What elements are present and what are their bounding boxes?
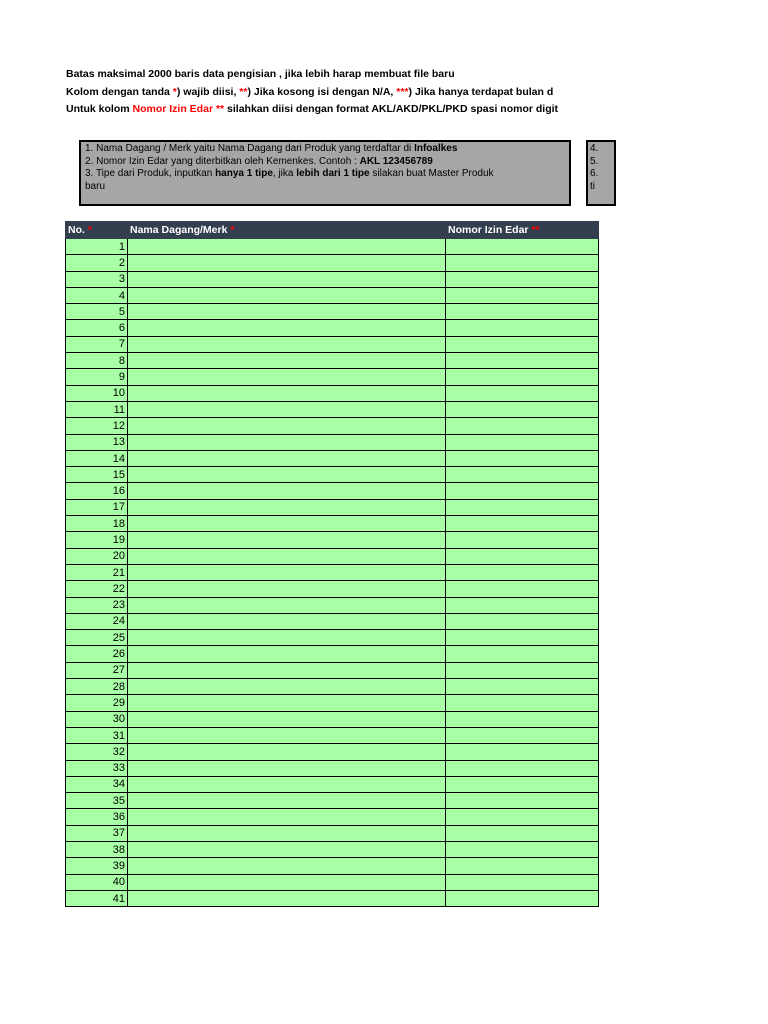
row-number-cell: 31 (66, 727, 128, 743)
nama-dagang-cell[interactable] (128, 793, 446, 809)
nomor-izin-edar-cell[interactable] (446, 369, 599, 385)
info-text: 2. Nomor Izin Edar yang diterbitkan oleh Kemenkes. Contoh : (85, 155, 360, 167)
table-row (66, 450, 599, 466)
row-number-cell: 24 (66, 613, 128, 629)
nomor-izin-edar-cell[interactable] (446, 646, 599, 662)
nomor-izin-edar-cell[interactable] (446, 564, 599, 580)
header-label: Nama Dagang/Merk (130, 224, 228, 236)
row-number-cell: 30 (66, 711, 128, 727)
table-row (66, 320, 599, 336)
nama-dagang-cell[interactable] (128, 744, 446, 760)
table-row (66, 597, 599, 613)
row-number-cell: 7 (66, 336, 128, 352)
nomor-izin-edar-cell[interactable] (446, 581, 599, 597)
info-line: 6. (590, 168, 599, 179)
row-number-cell: 14 (66, 450, 128, 466)
instructions (66, 66, 768, 119)
row-number-cell: 22 (66, 581, 128, 597)
row-number-cell: 32 (66, 744, 128, 760)
row-number-cell: 36 (66, 809, 128, 825)
row-number-cell: 37 (66, 825, 128, 841)
nomor-izin-edar-cell[interactable] (446, 890, 599, 906)
table-row (66, 385, 599, 401)
nama-dagang-cell[interactable] (128, 841, 446, 857)
info-line-4: baru (85, 180, 106, 192)
table-row (66, 353, 599, 369)
table-row (66, 613, 599, 629)
table-row (66, 336, 599, 352)
nomor-izin-edar-cell[interactable] (446, 809, 599, 825)
nama-dagang-cell[interactable] (128, 630, 446, 646)
note-text: ) Jika hanya terdapat bulan d (408, 85, 554, 98)
row-number-cell: 10 (66, 385, 128, 401)
header-label: No. (68, 224, 85, 236)
note-text: Kolom dengan tanda (66, 85, 173, 98)
row-number-cell: 9 (66, 369, 128, 385)
row-number-cell: 39 (66, 858, 128, 874)
info-text: , jika (272, 168, 297, 179)
info-bold: AKL 123456789 (359, 155, 433, 167)
table-row (66, 679, 599, 695)
row-number-cell: 4 (66, 287, 128, 303)
nama-dagang-cell[interactable] (128, 304, 446, 320)
row-number-cell: 21 (66, 564, 128, 580)
nama-dagang-cell[interactable] (128, 581, 446, 597)
note-line-3 (66, 101, 768, 119)
nama-dagang-cell[interactable] (128, 320, 446, 336)
nama-dagang-cell[interactable] (128, 532, 446, 548)
nama-dagang-cell[interactable] (128, 401, 446, 417)
nomor-izin-edar-cell[interactable] (446, 711, 599, 727)
table-row (66, 255, 599, 271)
nomor-izin-edar-cell[interactable] (446, 450, 599, 466)
nama-dagang-cell[interactable] (128, 287, 446, 303)
nama-dagang-cell[interactable] (128, 597, 446, 613)
table-row (66, 581, 599, 597)
note-text: Untuk kolom (66, 103, 133, 115)
row-number-cell: 3 (66, 271, 128, 287)
nama-dagang-cell[interactable] (128, 711, 446, 727)
row-number-cell: 18 (66, 516, 128, 532)
nama-dagang-cell[interactable] (128, 516, 446, 532)
nama-dagang-cell[interactable] (128, 760, 446, 776)
month-mark: *** (396, 85, 409, 98)
nomor-izin-edar-cell[interactable] (446, 776, 599, 792)
nomor-izin-edar-cell[interactable] (446, 418, 599, 434)
nomor-izin-edar-cell[interactable] (446, 401, 599, 417)
table-row (66, 841, 599, 857)
note-text: silahkan diisi dengan format AKL/AKD/PKL/PKD spasi nomor digit (224, 103, 559, 115)
table-row (66, 662, 599, 678)
required-mark: * (172, 85, 177, 98)
row-number-cell: 35 (66, 793, 128, 809)
optional-mark: ** (239, 85, 248, 98)
nomor-izin-edar-cell[interactable] (446, 597, 599, 613)
optional-mark: ** (531, 224, 540, 236)
required-mark: * (230, 224, 235, 236)
nama-dagang-cell[interactable] (128, 776, 446, 792)
info-text: 1. Nama Dagang / Merk yaitu Nama Dagang dari Produk yang terdaftar di (85, 143, 415, 154)
nama-dagang-cell[interactable] (128, 255, 446, 271)
nomor-izin-edar-cell[interactable] (446, 287, 599, 303)
nomor-izin-edar-cell[interactable] (446, 613, 599, 629)
info-bold: hanya 1 tipe (215, 168, 273, 179)
data-entry-table (65, 221, 598, 907)
nomor-izin-edar-cell[interactable] (446, 434, 599, 450)
table-row (66, 630, 599, 646)
table-row (66, 499, 599, 515)
table-row (66, 760, 599, 776)
row-number-cell: 5 (66, 304, 128, 320)
nomor-izin-edar-cell[interactable] (446, 532, 599, 548)
nomor-izin-edar-cell[interactable] (446, 271, 599, 287)
table-row (66, 564, 599, 580)
table-row (66, 874, 599, 890)
table-row (66, 711, 599, 727)
table-row (66, 793, 599, 809)
nomor-izin-edar-cell[interactable] (446, 320, 599, 336)
nomor-izin-edar-cell[interactable] (446, 727, 599, 743)
row-number-cell: 23 (66, 597, 128, 613)
nama-dagang-cell[interactable] (128, 239, 446, 255)
nomor-izin-edar-cell[interactable] (446, 385, 599, 401)
row-number-cell: 1 (66, 239, 128, 255)
nama-dagang-cell[interactable] (128, 825, 446, 841)
nama-dagang-cell[interactable] (128, 450, 446, 466)
nomor-izin-edar-cell[interactable] (446, 744, 599, 760)
nomor-izin-edar-highlight: Nomor Izin Edar ** (132, 103, 225, 115)
nomor-izin-edar-cell[interactable] (446, 516, 599, 532)
nama-dagang-cell[interactable] (128, 353, 446, 369)
nomor-izin-edar-cell[interactable] (446, 841, 599, 857)
nomor-izin-edar-cell[interactable] (446, 679, 599, 695)
info-line-2 (85, 156, 565, 169)
nama-dagang-cell[interactable] (128, 809, 446, 825)
nomor-izin-edar-cell[interactable] (446, 760, 599, 776)
row-number-cell: 33 (66, 760, 128, 776)
nama-dagang-cell[interactable] (128, 548, 446, 564)
column-header-nomor-izin-edar (446, 222, 599, 239)
nomor-izin-edar-cell[interactable] (446, 336, 599, 352)
table-row (66, 467, 599, 483)
row-number-cell: 40 (66, 874, 128, 890)
row-number-cell: 6 (66, 320, 128, 336)
row-number-cell: 11 (66, 401, 128, 417)
info-line-1 (85, 143, 565, 156)
table-row (66, 548, 599, 564)
table-row (66, 776, 599, 792)
table-row (66, 516, 599, 532)
row-number-cell: 16 (66, 483, 128, 499)
nama-dagang-cell[interactable] (128, 369, 446, 385)
table-row (66, 695, 599, 711)
nama-dagang-cell[interactable] (128, 483, 446, 499)
table-header-row (66, 222, 599, 239)
table-row (66, 727, 599, 743)
info-line: ti (590, 180, 595, 192)
note-line-1: Batas maksimal 2000 baris data pengisian , jika lebih harap membuat file baru (66, 68, 455, 80)
nomor-izin-edar-cell[interactable] (446, 630, 599, 646)
nama-dagang-cell[interactable] (128, 418, 446, 434)
nomor-izin-edar-cell[interactable] (446, 858, 599, 874)
row-number-cell: 15 (66, 467, 128, 483)
row-number-cell: 41 (66, 890, 128, 906)
row-number-cell: 17 (66, 499, 128, 515)
row-number-cell: 29 (66, 695, 128, 711)
nama-dagang-cell[interactable] (128, 613, 446, 629)
table-row (66, 271, 599, 287)
row-number-cell: 25 (66, 630, 128, 646)
table-row (66, 483, 599, 499)
table-body (66, 239, 599, 907)
nama-dagang-cell[interactable] (128, 271, 446, 287)
table-row (66, 858, 599, 874)
table-row (66, 646, 599, 662)
info-bold: Infoalkes (414, 143, 458, 154)
nama-dagang-cell[interactable] (128, 564, 446, 580)
nama-dagang-cell[interactable] (128, 890, 446, 906)
table-row (66, 532, 599, 548)
table-row (66, 825, 599, 841)
table-row (66, 304, 599, 320)
nama-dagang-cell[interactable] (128, 858, 446, 874)
info-line: 5. (590, 155, 599, 167)
required-mark: * (87, 224, 92, 236)
nomor-izin-edar-cell[interactable] (446, 304, 599, 320)
table-row (66, 239, 599, 255)
note-text: ) Jika kosong isi dengan N/A, (247, 85, 397, 98)
table-row (66, 369, 599, 385)
nomor-izin-edar-cell[interactable] (446, 662, 599, 678)
table-row (66, 287, 599, 303)
nama-dagang-cell[interactable] (128, 499, 446, 515)
info-text: 3. Tipe dari Produk, inputkan (85, 168, 216, 179)
info-box-guidelines (79, 140, 571, 206)
info-text: silakan buat Master Produk (369, 168, 494, 179)
nama-dagang-cell[interactable] (128, 727, 446, 743)
nama-dagang-cell[interactable] (128, 336, 446, 352)
row-number-cell: 19 (66, 532, 128, 548)
table-row (66, 418, 599, 434)
nomor-izin-edar-cell[interactable] (446, 353, 599, 369)
nomor-izin-edar-cell[interactable] (446, 793, 599, 809)
nama-dagang-cell[interactable] (128, 874, 446, 890)
nama-dagang-cell[interactable] (128, 695, 446, 711)
nomor-izin-edar-cell[interactable] (446, 467, 599, 483)
row-number-cell: 20 (66, 548, 128, 564)
nomor-izin-edar-cell[interactable] (446, 825, 599, 841)
info-bold: lebih dari 1 tipe (296, 168, 370, 179)
info-box-guidelines-2 (586, 140, 616, 206)
row-number-cell: 34 (66, 776, 128, 792)
nomor-izin-edar-cell[interactable] (446, 695, 599, 711)
info-line: 4. (590, 143, 599, 154)
nama-dagang-cell[interactable] (128, 679, 446, 695)
table-row (66, 890, 599, 906)
nama-dagang-cell[interactable] (128, 434, 446, 450)
nomor-izin-edar-cell[interactable] (446, 874, 599, 890)
nomor-izin-edar-cell[interactable] (446, 255, 599, 271)
column-header-no (66, 222, 128, 239)
table-row (66, 434, 599, 450)
row-number-cell: 38 (66, 841, 128, 857)
nama-dagang-cell[interactable] (128, 662, 446, 678)
table-row (66, 401, 599, 417)
note-text: ) wajib diisi, (176, 85, 240, 98)
nomor-izin-edar-cell[interactable] (446, 483, 599, 499)
row-number-cell: 8 (66, 353, 128, 369)
row-number-cell: 13 (66, 434, 128, 450)
nomor-izin-edar-cell[interactable] (446, 548, 599, 564)
row-number-cell: 27 (66, 662, 128, 678)
table-row (66, 744, 599, 760)
nomor-izin-edar-cell[interactable] (446, 239, 599, 255)
info-line-3 (85, 168, 565, 181)
row-number-cell: 26 (66, 646, 128, 662)
row-number-cell: 2 (66, 255, 128, 271)
column-header-nama-dagang (128, 222, 446, 239)
table-row (66, 809, 599, 825)
note-line-2 (66, 84, 768, 102)
nama-dagang-cell[interactable] (128, 385, 446, 401)
row-number-cell: 28 (66, 679, 128, 695)
nama-dagang-cell[interactable] (128, 646, 446, 662)
row-number-cell: 12 (66, 418, 128, 434)
nama-dagang-cell[interactable] (128, 467, 446, 483)
nomor-izin-edar-cell[interactable] (446, 499, 599, 515)
header-label: Nomor Izin Edar (448, 224, 529, 236)
